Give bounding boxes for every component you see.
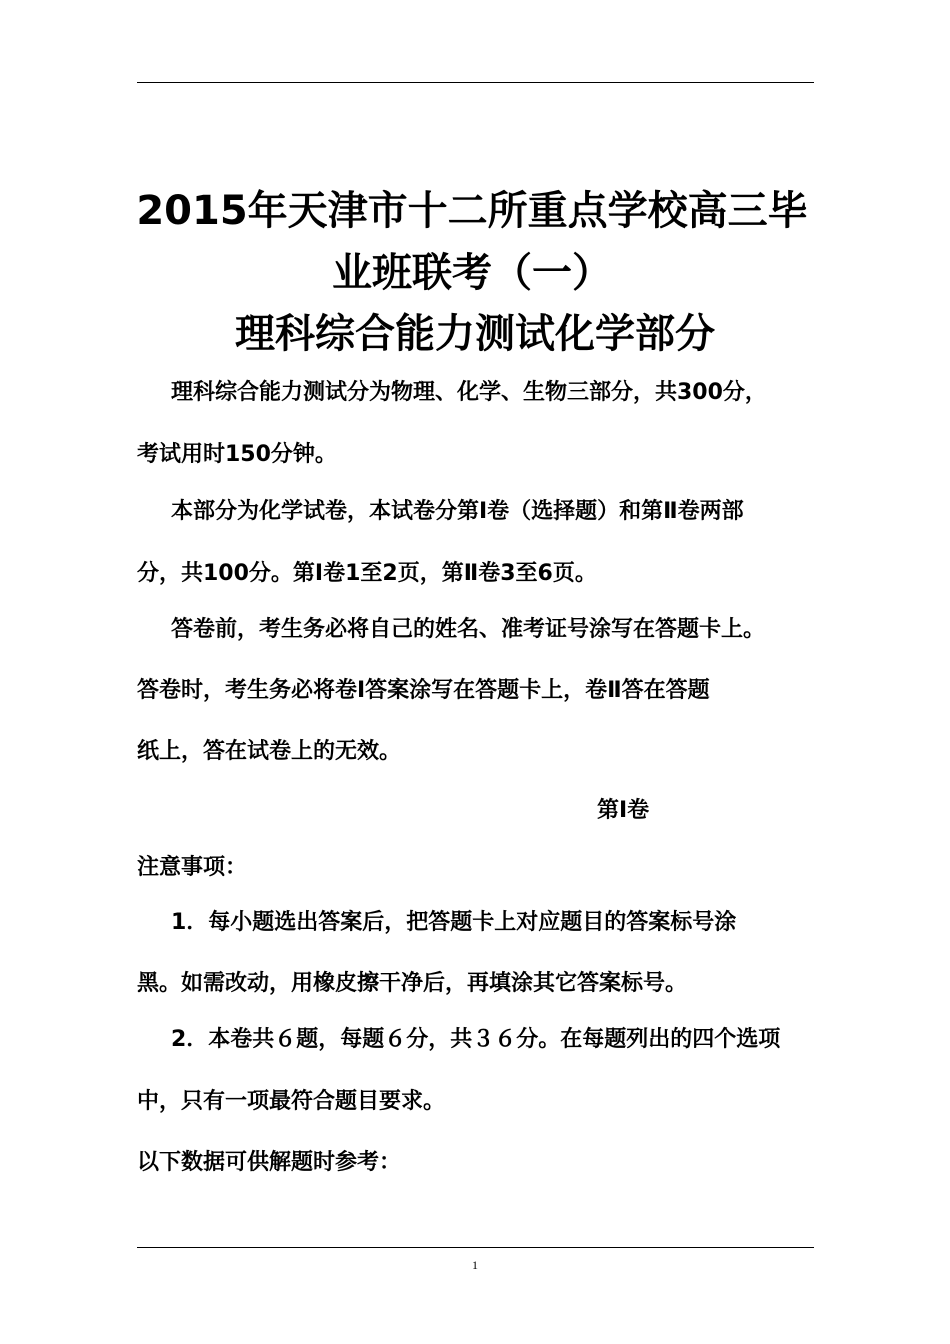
notice-item-1-line-1: 1．每小题选出答案后，把答题卡上对应题目的答案标号涂 bbox=[171, 910, 737, 935]
document-title-line-2: 业班联考（一） bbox=[332, 250, 612, 296]
page-number: 1 bbox=[472, 1258, 478, 1272]
intro-paragraph-line-1: 理科综合能力测试分为物理、化学、生物三部分，共300分， bbox=[171, 380, 767, 405]
document-title-line-3: 理科综合能力测试化学部分 bbox=[235, 311, 715, 357]
reference-heading: 以下数据可供解题时参考： bbox=[137, 1150, 402, 1175]
structure-paragraph-line-2: 分，共100分。第Ⅰ卷1至2页，第Ⅱ卷3至6页。 bbox=[137, 561, 597, 586]
notice-item-2-line-1: 2．本卷共６题，每题６分，共３６分。在每题列出的四个选项 bbox=[171, 1027, 781, 1052]
intro-paragraph-line-2: 考试用时150分钟。 bbox=[137, 442, 337, 467]
document-title-line-1: 2015年天津市十二所重点学校高三毕 bbox=[136, 188, 808, 234]
notice-item-1-line-2: 黑。如需改动，用橡皮擦干净后，再填涂其它答案标号。 bbox=[137, 971, 688, 996]
structure-paragraph-line-1: 本部分为化学试卷，本试卷分第Ⅰ卷（选择题）和第Ⅱ卷两部 bbox=[171, 499, 744, 524]
instructions-paragraph-line-2: 答卷时，考生务必将卷Ⅰ答案涂写在答题卡上，卷Ⅱ答在答题 bbox=[137, 678, 710, 703]
notice-item-2-line-2: 中，只有一项最符合题目要求。 bbox=[137, 1089, 446, 1114]
section-heading: 第Ⅰ卷 bbox=[597, 798, 650, 823]
instructions-paragraph-line-3: 纸上，答在试卷上的无效。 bbox=[137, 739, 402, 764]
header-rule bbox=[137, 82, 814, 83]
footer-rule bbox=[137, 1247, 814, 1248]
notice-heading: 注意事项： bbox=[137, 855, 248, 880]
instructions-paragraph-line-1: 答卷前，考生务必将自己的姓名、准考证号涂写在答题卡上。 bbox=[171, 617, 766, 642]
